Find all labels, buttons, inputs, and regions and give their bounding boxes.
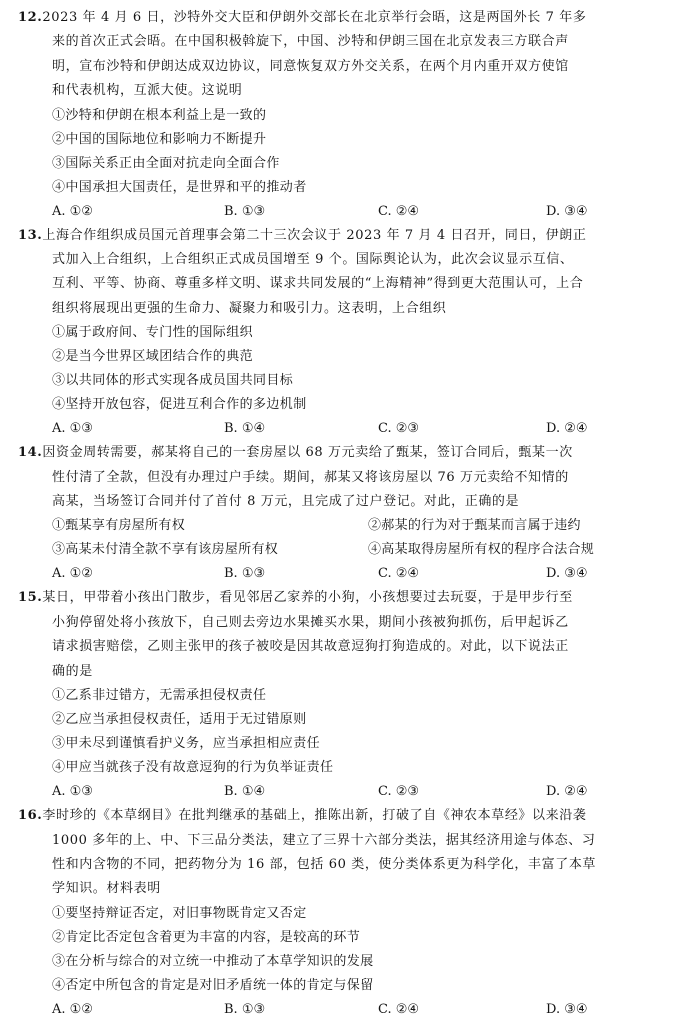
choice-d: D. ②④	[546, 784, 588, 800]
answer-choices	[18, 200, 676, 224]
choice-b: B. ①④	[224, 421, 266, 437]
choice-a: A. ①③	[52, 784, 93, 800]
stem-line: 小狗停留处将小孩放下，自己则去旁边水果摊买水果，期间小孩被狗抓伤，后甲起诉乙	[52, 614, 569, 630]
answer-choices	[18, 780, 676, 804]
choice-b: B. ①③	[224, 566, 266, 582]
stem-line: 1000 多年的上、中、下三品分类法，建立了三界十六部分类法，据其经济用途与体态、习	[52, 832, 596, 848]
statement-4: ④否定中所包含的肯定是对旧矛盾统一体的肯定与保留	[52, 977, 374, 993]
question-number: 13.	[18, 227, 43, 243]
statement-3: ③甲未尽到谨慎看护义务，应当承担相应责任	[52, 736, 321, 752]
statement-row	[18, 514, 676, 538]
choice-c: C. ②③	[378, 784, 420, 800]
question-stem	[18, 586, 676, 684]
stem-line: 16.李时珍的《本草纲目》在批判继承的基础上，推陈出新，打破了自《神农本草经》以来沿袭	[18, 808, 587, 824]
choice-b: B. ①④	[224, 784, 266, 800]
statement-1: ①甄某享有房屋所有权	[52, 518, 186, 534]
choice-a: A. ①③	[52, 421, 93, 437]
statement-row	[18, 538, 676, 562]
stem-line: 高某，当场签订合同并付了首付 8 万元，且完成了过户登记。对此，正确的是	[52, 494, 520, 510]
stem-line: 明，宣布沙特和伊朗达成双边协议，同意恢复双方外交关系，在两个月内重开双方使馆	[52, 58, 569, 74]
statement-4: ④中国承担大国责任，是世界和平的推动者	[52, 179, 307, 195]
answer-choices	[18, 562, 676, 586]
stem-line: 和代表机构，互派大使。这说明	[52, 83, 243, 99]
statement-1: ①乙系非过错方，无需承担侵权责任	[52, 688, 267, 704]
statement-4: ④坚持开放包容，促进互利合作的多边机制	[52, 397, 307, 413]
statement-2: ②郝某的行为对于甄某而言属于违约	[368, 518, 581, 534]
answer-choices	[18, 417, 676, 441]
question-14	[18, 441, 676, 586]
stem-line: 式加入上合组织，上合组织正式成员国增至 9 个。国际舆论认为，此次会议显示互信、	[52, 252, 574, 268]
question-number: 12.	[18, 10, 43, 25]
question-16	[18, 804, 676, 1022]
question-number: 16.	[18, 808, 43, 824]
stem-line: 15.某日，甲带着小孩出门散步，看见邻居乙家养的小狗，小孩想要过去玩耍，于是甲步行至	[18, 590, 573, 606]
statement-2: ②是当今世界区域团结合作的典范	[52, 349, 254, 365]
stem-line: 性和内含物的不同，把药物分为 16 部，包括 60 类，使分类体系更为科学化，丰富了本草	[52, 856, 597, 872]
statement-3: ③国际关系正由全面对抗走向全面合作	[52, 155, 280, 171]
stem-line: 14.因资金周转需要，郝某将自己的一套房屋以 68 万元卖给了甄某，签订合同后，甄某一次	[18, 445, 573, 461]
question-12	[18, 6, 676, 224]
question-stem	[18, 441, 676, 514]
stem-line: 组织将展现出更强的生命力、凝聚力和吸引力。这表明，上合组织	[52, 300, 447, 316]
choice-d: D. ③④	[546, 203, 588, 219]
statement-3: ③高某未付清全款不享有该房屋所有权	[52, 542, 279, 558]
statement-4: ④甲应当就孩子没有故意逗狗的行为负举证责任	[52, 760, 334, 776]
choice-d: D. ②④	[546, 421, 588, 437]
choice-c: C. ②④	[378, 1001, 420, 1017]
stem-line: 互利、平等、协商、尊重多样文明、谋求共同发展的“上海精神”得到更大范围认可，上合	[52, 276, 584, 292]
question-stem	[18, 6, 676, 104]
choice-c: C. ②④	[378, 566, 420, 582]
choice-d: D. ③④	[546, 566, 588, 582]
question-stem	[18, 804, 676, 902]
statement-3: ③在分析与综合的对立统一中推动了本草学知识的发展	[52, 953, 374, 969]
question-number: 14.	[18, 445, 43, 461]
stem-line: 12.2023 年 4 月 6 日，沙特外交大臣和伊朗外交部长在北京举行会晤，这是两国外长 7 年多	[18, 10, 587, 25]
stem-line: 来的首次正式会晤。在中国积极斡旋下，中国、沙特和伊朗三国在北京发表三方联合声	[52, 34, 569, 50]
question-number: 15.	[18, 590, 43, 606]
statement-3: ③以共同体的形式实现各成员国共同目标	[52, 373, 294, 389]
statement-2: ②肯定比否定包含着更为丰富的内容，是较高的环节	[52, 929, 361, 945]
choice-b: B. ①③	[224, 203, 266, 219]
stem-line: 确的是	[52, 663, 93, 679]
stem-line: 学知识。材料表明	[52, 881, 161, 897]
statement-4: ④高某取得房屋所有权的程序合法合规	[368, 542, 595, 558]
statement-1: ①属于政府间、专门性的国际组织	[52, 325, 254, 341]
question-stem	[18, 224, 676, 322]
choice-c: C. ②④	[378, 203, 420, 219]
statement-2: ②乙应当承担侵权责任，适用于无过错原则	[52, 712, 307, 728]
choice-d: D. ③④	[546, 1001, 588, 1017]
stem-line: 性付清了全款，但没有办理过户手续。期间，郝某又将该房屋以 76 万元卖给不知情的	[52, 469, 569, 485]
statement-1: ①要坚持辩证否定，对旧事物既肯定又否定	[52, 905, 307, 921]
stem-line: 请求损害赔偿，乙则主张甲的孩子被咬是因其故意逗狗打狗造成的。对此，以下说法正	[52, 639, 569, 655]
choice-b: B. ①③	[224, 1001, 266, 1017]
question-15	[18, 586, 676, 804]
statement-2: ②中国的国际地位和影响力不断提升	[52, 131, 267, 147]
choice-c: C. ②③	[378, 421, 420, 437]
choice-a: A. ①②	[52, 203, 93, 219]
choice-a: A. ①②	[52, 1001, 93, 1017]
statement-1: ①沙特和伊朗在根本利益上是一致的	[52, 107, 267, 123]
question-13	[18, 224, 676, 442]
choice-a: A. ①②	[52, 566, 93, 582]
stem-line: 13.上海合作组织成员国元首理事会第二十三次会议于 2023 年 7 月 4 日召开，同日，伊朗正	[18, 227, 587, 243]
